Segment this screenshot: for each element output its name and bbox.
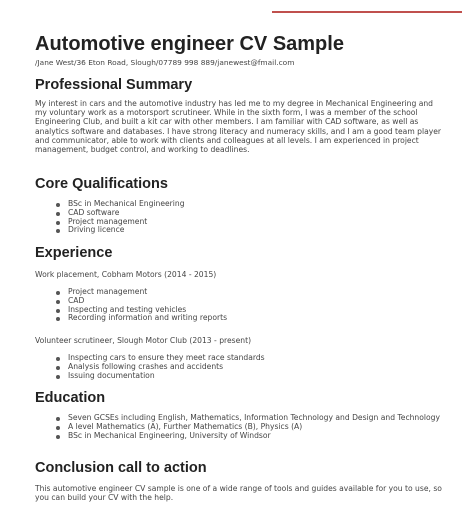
summary-text: My interest in cars and the automotive industry has led me to my degree in Mechanical Engineering and my voluntary work as a motorsport scrutineer. While in the sixth form, I was a member of the school Engineering Club, and built a kit car with other members. I am familiar with CAD software, as well as analytics software and databases. I have strong literacy and numeracy skills, and I am a good team player and communicator, able to work with clients and colleagues at all levels. I am experienced in project management, budget control, and working to deadlines. — [35, 99, 442, 155]
list-item: BSc in Mechanical Engineering — [56, 200, 456, 209]
list-item: Issuing documentation — [56, 372, 456, 381]
bullet-icon — [56, 229, 60, 233]
list-item: Seven GCSEs including English, Mathematics, Information Technology and Design and Technology — [56, 414, 456, 423]
bullet-icon — [56, 203, 60, 207]
job-title: Volunteer scrutineer, Slough Motor Club (2013 - present) — [35, 336, 252, 345]
list-item: CAD — [56, 297, 456, 306]
list-item: CAD software — [56, 209, 456, 218]
job-title: Work placement, Cobham Motors (2014 - 2015) — [35, 270, 217, 279]
list-item: Project management — [56, 218, 456, 227]
contact-line: /Jane West/36 Eton Road, Slough/07789 998 889/janewest@fmail.com — [35, 58, 295, 67]
bullet-icon — [56, 366, 60, 370]
qualifications-list — [56, 200, 456, 235]
list-item: Analysis following crashes and accidents — [56, 363, 456, 372]
list-item: A level Mathematics (A), Further Mathematics (B), Physics (A) — [56, 423, 456, 432]
bullet-icon — [56, 300, 60, 304]
summary-heading: Professional Summary — [35, 77, 193, 93]
job-duties-list — [56, 288, 456, 323]
bullet-icon — [56, 417, 60, 421]
top-accent-rule — [272, 11, 462, 13]
qualifications-heading: Core Qualifications — [35, 176, 168, 192]
bullet-icon — [56, 221, 60, 225]
list-item: Project management — [56, 288, 456, 297]
list-item: Driving licence — [56, 226, 456, 235]
conclusion-heading: Conclusion call to action — [35, 460, 207, 476]
education-heading: Education — [35, 390, 106, 406]
list-item: Inspecting cars to ensure they meet race standards — [56, 354, 456, 363]
list-item: Recording information and writing reports — [56, 314, 456, 323]
list-item: Inspecting and testing vehicles — [56, 306, 456, 315]
bullet-icon — [56, 309, 60, 313]
bullet-icon — [56, 426, 60, 430]
page-title: Automotive engineer CV Sample — [35, 33, 344, 55]
education-list — [56, 414, 456, 440]
bullet-icon — [56, 357, 60, 361]
list-item: BSc in Mechanical Engineering, University of Windsor — [56, 432, 456, 441]
bullet-icon — [56, 435, 60, 439]
experience-heading: Experience — [35, 245, 113, 261]
job-duties-list — [56, 354, 456, 380]
conclusion-text: This automotive engineer CV sample is one of a wide range of tools and guides available for you to use, so you can build your CV with the help. — [35, 484, 442, 503]
bullet-icon — [56, 375, 60, 379]
bullet-icon — [56, 291, 60, 295]
bullet-icon — [56, 212, 60, 216]
bullet-icon — [56, 317, 60, 321]
